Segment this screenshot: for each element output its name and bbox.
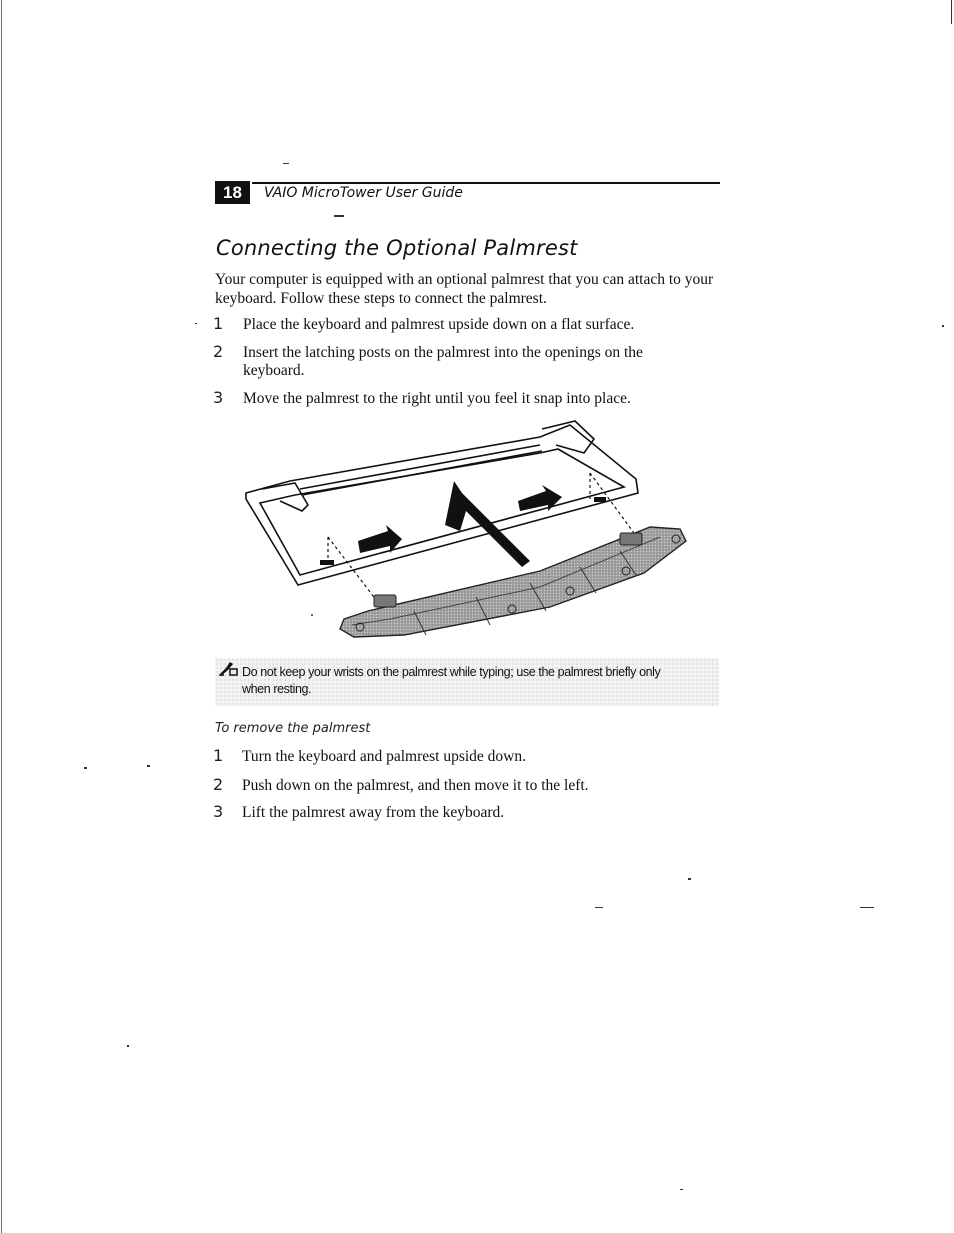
step-number: 2 (213, 775, 224, 794)
pen-note-icon (218, 660, 238, 676)
step-text: Place the keyboard and palmrest upside down on a flat surface. (243, 316, 635, 333)
scan-speck (595, 907, 603, 908)
step-number: 1 (213, 746, 224, 765)
scan-speck (283, 163, 289, 164)
section-title: Connecting the Optional Palmrest (216, 236, 578, 260)
arrow-right-icon (518, 485, 562, 511)
page-number-badge: 18 (215, 181, 250, 204)
step-number: 3 (213, 388, 224, 407)
scan-speck (147, 765, 150, 767)
scan-speck (942, 325, 944, 327)
scan-speck (688, 878, 691, 880)
step-number: 1 (213, 314, 224, 333)
scan-speck (680, 1189, 683, 1190)
intro-paragraph: Your computer is equipped with an optional palmrest that you can attach to your keyboard. Follow these steps to connect the palmrest. (215, 271, 714, 307)
scan-speck (84, 767, 87, 769)
scan-edge-right (951, 0, 952, 24)
step-number: 2 (213, 342, 224, 361)
scan-speck (195, 323, 197, 324)
step-text: Turn the keyboard and palmrest upside down. (242, 748, 526, 765)
scan-edge-left (1, 0, 2, 1233)
step-text: Insert the latching posts on the palmrest into the openings on the keyboard. (243, 344, 643, 379)
scan-speck (127, 1045, 129, 1047)
palmrest-illustration (240, 415, 692, 643)
step-number: 3 (213, 802, 224, 821)
scan-speck (334, 215, 344, 217)
header-rule (252, 182, 720, 184)
scan-speck (311, 614, 313, 616)
step-text: Lift the palmrest away from the keyboard. (242, 804, 505, 821)
remove-subheading: To remove the palmrest (215, 721, 371, 736)
step-text: Push down on the palmrest, and then move it to the left. (242, 777, 589, 794)
step-text: Move the palmrest to the right until you feel it snap into place. (243, 390, 631, 407)
note-text: Do not keep your wrists on the palmrest while typing; use the palmrest briefly only when resting. (242, 665, 661, 696)
running-head-title: VAIO MicroTower User Guide (264, 185, 463, 201)
arrow-up-icon (445, 481, 530, 567)
scan-speck (860, 907, 874, 908)
